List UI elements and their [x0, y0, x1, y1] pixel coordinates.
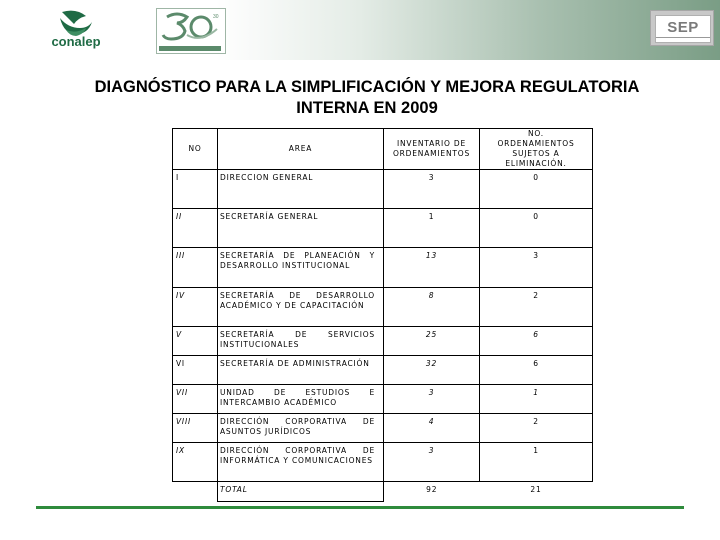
table-row [173, 288, 593, 327]
row-area: SECRETARÍA DE PLANEACIÓN Y DESARROLLO INSTITUCIONAL [218, 248, 384, 288]
row-inventario: 3 [384, 170, 480, 209]
anniversary-caption-bar [159, 46, 221, 51]
row-area: SECRETARÍA GENERAL [218, 209, 384, 248]
table-row [173, 170, 593, 209]
row-no: II [173, 209, 218, 248]
total-spacer [173, 482, 218, 502]
total-ordenamientos: 21 [530, 485, 542, 494]
header-band [0, 0, 720, 60]
table-header-row [173, 129, 593, 170]
svg-text:30: 30 [213, 14, 219, 20]
row-area: UNIDAD DE ESTUDIOS E INTERCAMBIO ACADÉMICO [218, 385, 384, 414]
row-ordenamientos: 0 [480, 170, 593, 209]
header-inventario: INVENTARIO DE ORDENAMIENTOS [384, 129, 480, 170]
total-label: TOTAL [218, 482, 384, 502]
row-inventario: 4 [384, 414, 480, 443]
header-ordenamientos: NO. ORDENAMIENTOS SUJETOS A ELIMINACIÓN. [480, 129, 593, 170]
row-area: DIRECCIÓN CORPORATIVA DE ASUNTOS JURÍDICOS [218, 414, 384, 443]
regulatory-table [172, 128, 593, 502]
row-ordenamientos: 0 [480, 209, 593, 248]
row-no: III [173, 248, 218, 288]
row-ordenamientos: 3 [480, 248, 593, 288]
table-row [173, 327, 593, 356]
page-title [20, 77, 714, 119]
row-area: DIRECCIÓN CORPORATIVA DE INFORMÁTICA Y COMUNICACIONES [218, 443, 384, 482]
row-inventario: 8 [384, 288, 480, 327]
row-ordenamientos: 2 [480, 414, 593, 443]
page-title-line-2: INTERNA EN 2009 [296, 99, 438, 117]
row-area: SECRETARÍA DE SERVICIOS INSTITUCIONALES [218, 327, 384, 356]
anniversary-logo [156, 8, 226, 54]
table-row [173, 209, 593, 248]
row-area: SECRETARÍA DE ADMINISTRACIÓN [218, 356, 384, 385]
row-area: DIRECCION GENERAL [218, 170, 384, 209]
total-inventario: 92 [426, 485, 438, 494]
row-no: VII [173, 385, 218, 414]
row-ordenamientos: 6 [480, 356, 593, 385]
row-no: V [173, 327, 218, 356]
row-ordenamientos: 1 [480, 443, 593, 482]
row-inventario: 13 [384, 248, 480, 288]
header-area: AREA [218, 129, 384, 170]
row-no: I [173, 170, 218, 209]
table-row [173, 248, 593, 288]
row-inventario: 25 [384, 327, 480, 356]
row-no: VI [173, 356, 218, 385]
row-no: VIII [173, 414, 218, 443]
row-area: SECRETARÍA DE DESARROLLO ACADÉMICO Y DE CAPACITACIÓN [218, 288, 384, 327]
row-ordenamientos: 6 [480, 327, 593, 356]
table-row [173, 385, 593, 414]
sep-logo [650, 10, 714, 46]
row-no: IX [173, 443, 218, 482]
row-inventario: 3 [384, 443, 480, 482]
table-row [173, 443, 593, 482]
row-ordenamientos: 1 [480, 385, 593, 414]
header-no: NO [173, 129, 218, 170]
footer-divider [36, 506, 684, 509]
conalep-wordmark: conalep [51, 34, 101, 49]
row-ordenamientos: 2 [480, 288, 593, 327]
page-title-line-1: DIAGNÓSTICO PARA LA SIMPLIFICACIÓN Y MEJORA REGULATORIA [94, 78, 640, 96]
table-total-row [173, 482, 593, 502]
table-row [173, 414, 593, 443]
row-no: IV [173, 288, 218, 327]
row-inventario: 1 [384, 209, 480, 248]
row-inventario: 3 [384, 385, 480, 414]
row-inventario: 32 [384, 356, 480, 385]
table-row [173, 356, 593, 385]
sep-label: SEP [667, 19, 699, 36]
